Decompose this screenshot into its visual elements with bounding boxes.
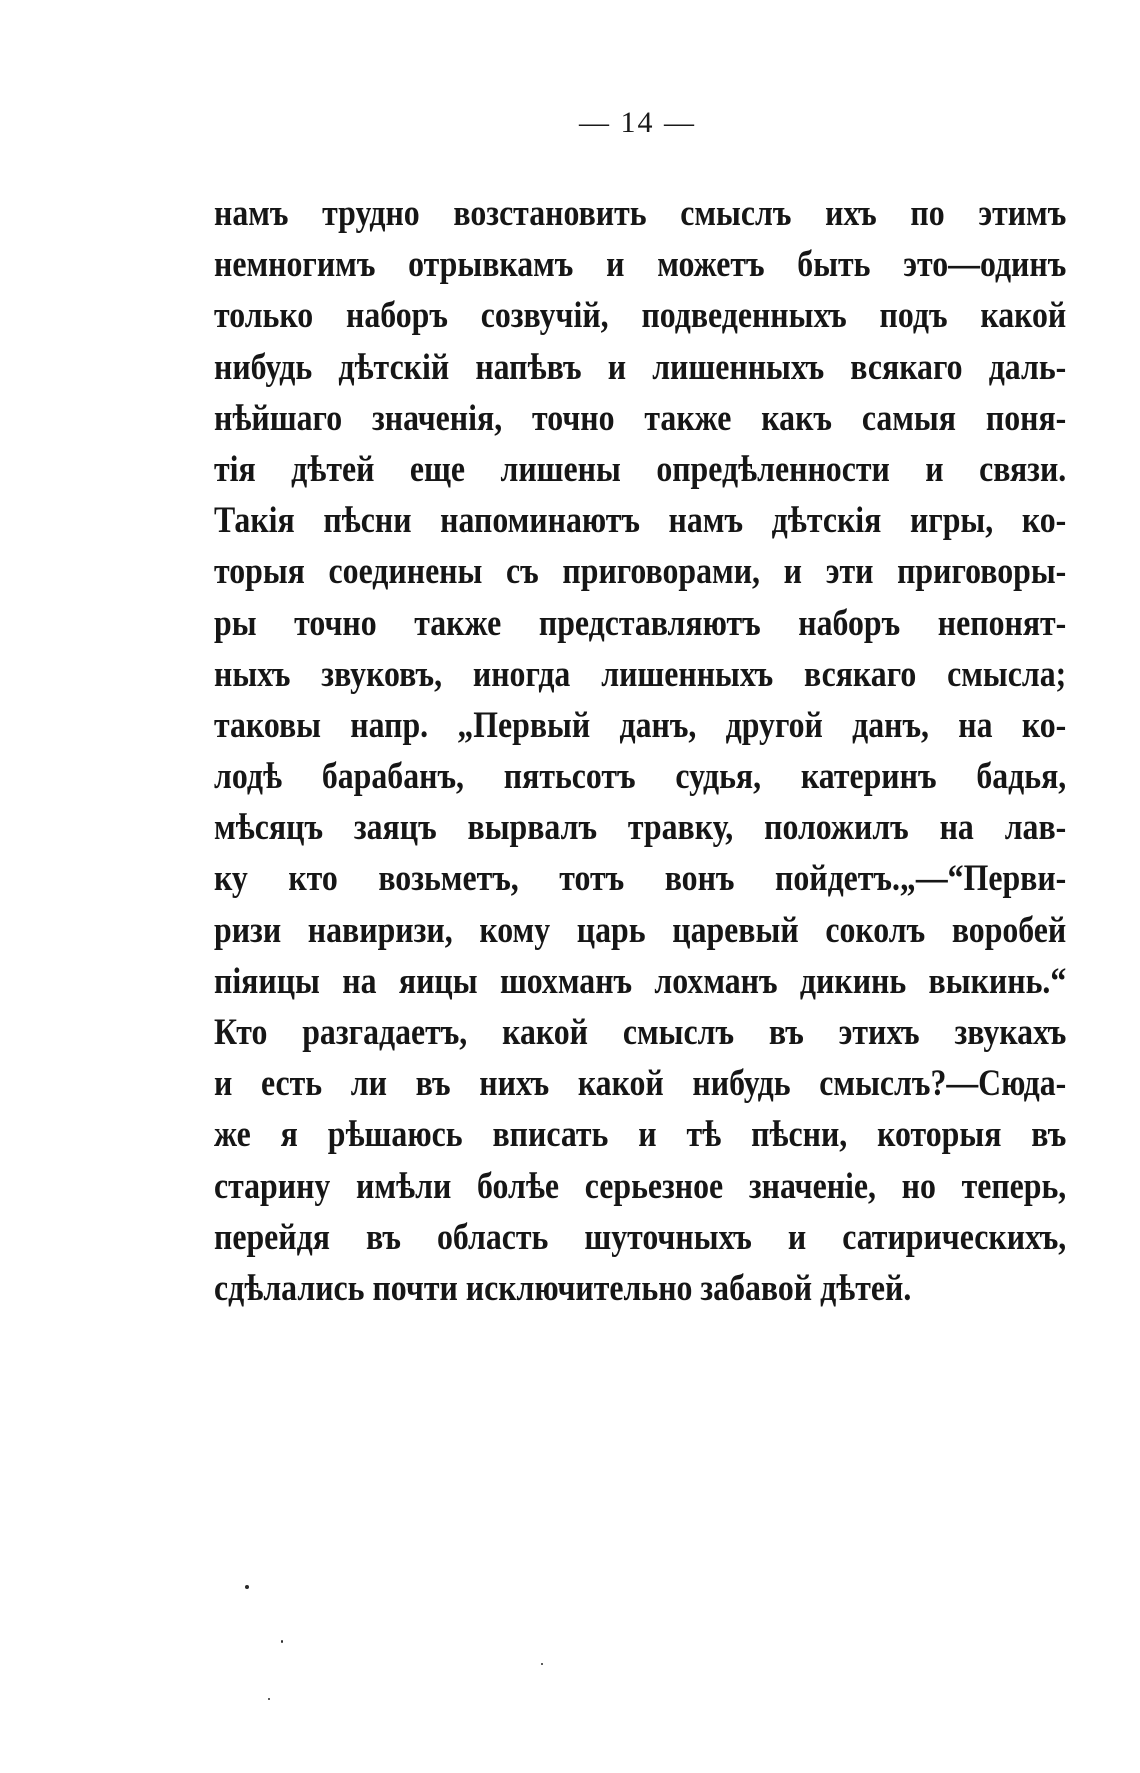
text-line: ризи навиризи, кому царь царевый соколъ воробей bbox=[214, 909, 1067, 951]
body-text bbox=[214, 188, 1067, 1314]
text-line: ку кто возьметъ, тотъ вонъ пойдетъ.„—“Перви- bbox=[214, 858, 1067, 900]
text-line: лодѣ барабанъ, пятьсотъ судья, катеринъ бадья, bbox=[214, 756, 1067, 798]
text-line: перейдя въ область шуточныхъ и сатирическихъ, bbox=[214, 1216, 1067, 1258]
text-line: же я рѣшаюсь вписать и тѣ пѣсни, которыя въ bbox=[214, 1114, 1067, 1156]
text-line: нибудь дѣтскій напѣвъ и лишенныхъ всякаго даль- bbox=[214, 346, 1067, 388]
text-line: тія дѣтей еще лишены опредѣленности и связи. bbox=[214, 448, 1067, 490]
text-line: немногимъ отрывкамъ и можетъ быть это—одинъ bbox=[214, 244, 1067, 286]
text-line: намъ трудно возстановить смыслъ ихъ по этимъ bbox=[214, 193, 1067, 234]
text-line: піяицы на яицы шохманъ лохманъ дикинь выкинь.“ bbox=[214, 960, 1067, 1002]
text-line: сдѣлались почти исключительно забавой дѣтей. bbox=[214, 1267, 912, 1309]
print-speck bbox=[245, 1585, 249, 1589]
text-line: ныхъ звуковъ, иногда лишенныхъ всякаго смысла; bbox=[214, 653, 1067, 695]
text-line: только наборъ созвучій, подведенныхъ подъ какой bbox=[214, 295, 1067, 337]
text-line: таковы напр. „Первый данъ, другой данъ, на ко- bbox=[214, 704, 1067, 746]
print-speck bbox=[268, 1698, 270, 1700]
text-line: Такія пѣсни напоминаютъ намъ дѣтскія игры, ко- bbox=[214, 500, 1067, 542]
text-line: Кто разгадаетъ, какой смыслъ въ этихъ звукахъ bbox=[214, 1012, 1067, 1053]
text-line: ры точно также представляютъ наборъ непонят- bbox=[214, 602, 1067, 644]
text-line: и есть ли въ нихъ какой нибудь смыслъ?—Сюда- bbox=[214, 1063, 1067, 1105]
text-line: нѣйшаго значенія, точно также какъ самыя поня- bbox=[214, 397, 1067, 439]
print-speck bbox=[541, 1663, 543, 1665]
text-line: торыя соединены съ приговорами, и эти приговоры- bbox=[214, 551, 1067, 593]
page-number: — 14 — bbox=[579, 106, 696, 139]
text-line: мѣсяцъ заяцъ вырвалъ травку, положилъ на лав- bbox=[214, 807, 1067, 849]
print-speck bbox=[281, 1640, 283, 1643]
text-line: старину имѣли болѣе серьезное значеніе, но теперь, bbox=[214, 1165, 1067, 1207]
